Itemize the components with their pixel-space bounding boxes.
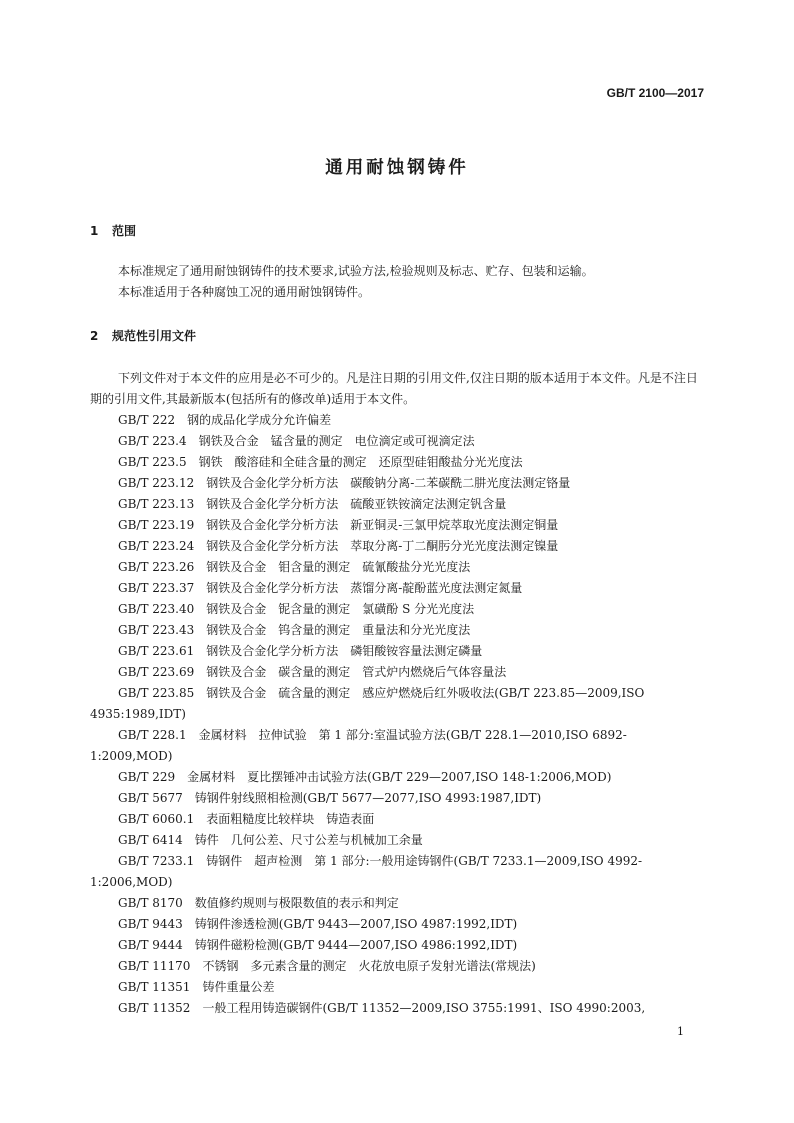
reference-item: GB/T 7233.1 铸钢件 超声检测 第 1 部分:一般用途铸钢件(GB/T 7233.1—2009,ISO 4992-1:2006,MOD): [90, 854, 643, 889]
section-title: 范围: [112, 224, 137, 238]
reference-item: GB/T 9443 铸钢件渗透检测(GB/T 9443—2007,ISO 4987:1992,IDT): [118, 917, 518, 931]
reference-item: GB/T 223.40 钢铁及合金 铌含量的测定 氯磺酚 S 分光光度法: [118, 602, 475, 616]
reference-item: GB/T 11170 不锈钢 多元素含量的测定 火花放电原子发射光谱法(常规法): [118, 959, 536, 973]
scope-paragraph: 本标准规定了通用耐蚀钢铸件的技术要求,试验方法,检验规则及标志、贮存、包装和运输。: [118, 264, 594, 278]
document-title: 通用耐蚀钢铸件: [325, 158, 469, 178]
section-2-heading: [90, 327, 196, 344]
scope-paragraph: 本标准适用于各种腐蚀工况的通用耐蚀钢铸件。: [118, 285, 371, 299]
reference-item: GB/T 11352 一般工程用铸造碳钢件(GB/T 11352—2009,ISO 3755:1991、ISO 4990:2003,: [118, 1001, 646, 1015]
reference-list: [90, 410, 706, 1019]
section-1-heading: [90, 222, 136, 239]
reference-item: GB/T 6060.1 表面粗糙度比较样块 铸造表面: [118, 812, 375, 826]
reference-item: GB/T 223.37 钢铁及合金化学分析方法 蒸馏分离-靛酚蓝光度法测定氮量: [118, 581, 523, 595]
section-title: 规范性引用文件: [112, 329, 197, 343]
reference-item: GB/T 223.69 钢铁及合金 碳含量的测定 管式炉内燃烧后气体容量法: [118, 665, 507, 679]
reference-item: GB/T 6414 铸件 几何公差、尺寸公差与机械加工余量: [118, 833, 423, 847]
references-intro: 下列文件对于本文件的应用是必不可少的。凡是注日期的引用文件,仅注日期的版本适用于本文件。凡是不注日期的引用文件,其最新版本(包括所有的修改单)适用于本文件。: [90, 371, 698, 406]
reference-item: GB/T 11351 铸件重量公差: [118, 980, 275, 994]
reference-item: GB/T 223.85 钢铁及合金 硫含量的测定 感应炉燃烧后红外吸收法(GB/T 223.85—2009,ISO 4935:1989,IDT): [90, 686, 645, 721]
reference-item: GB/T 5677 铸钢件射线照相检测(GB/T 5677—2077,ISO 4993:1987,IDT): [118, 791, 542, 805]
reference-item: GB/T 223.12 钢铁及合金化学分析方法 碳酸钠分离-二苯碳酰二肼光度法测定铬量: [118, 476, 571, 490]
section-number: 2: [90, 329, 99, 343]
reference-item: GB/T 223.26 钢铁及合金 钼含量的测定 硫氰酸盐分光光度法: [118, 560, 471, 574]
reference-item: GB/T 9444 铸钢件磁粉检测(GB/T 9444—2007,ISO 4986:1992,IDT): [118, 938, 518, 952]
reference-item: GB/T 223.13 钢铁及合金化学分析方法 硫酸亚铁铵滴定法测定钒含量: [118, 497, 507, 511]
standard-code: GB/T 2100—2017: [606, 86, 704, 100]
reference-item: GB/T 223.4 钢铁及合金 锰含量的测定 电位滴定或可视滴定法: [118, 434, 475, 448]
reference-item: GB/T 229 金属材料 夏比摆锤冲击试验方法(GB/T 229—2007,ISO 148-1:2006,MOD): [118, 770, 612, 784]
reference-item: GB/T 223.5 钢铁 酸溶硅和全硅含量的测定 还原型硅钼酸盐分光光度法: [118, 455, 523, 469]
reference-item: GB/T 8170 数值修约规则与极限数值的表示和判定: [118, 896, 399, 910]
reference-item: GB/T 223.61 钢铁及合金化学分析方法 磷钼酸铵容量法测定磷量: [118, 644, 483, 658]
reference-item: GB/T 222 钢的成品化学成分允许偏差: [118, 413, 332, 427]
reference-item: GB/T 228.1 金属材料 拉伸试验 第 1 部分:室温试验方法(GB/T 228.1—2010,ISO 6892-1:2009,MOD): [90, 728, 627, 763]
page-number: 1: [677, 1025, 684, 1038]
reference-item: GB/T 223.24 钢铁及合金化学分析方法 萃取分离-丁二酮肟分光光度法测定镍量: [118, 539, 559, 553]
reference-item: GB/T 223.43 钢铁及合金 钨含量的测定 重量法和分光光度法: [118, 623, 471, 637]
reference-item: GB/T 223.19 钢铁及合金化学分析方法 新亚铜灵-三氯甲烷萃取光度法测定铜量: [118, 518, 559, 532]
section-number: 1: [90, 224, 99, 238]
